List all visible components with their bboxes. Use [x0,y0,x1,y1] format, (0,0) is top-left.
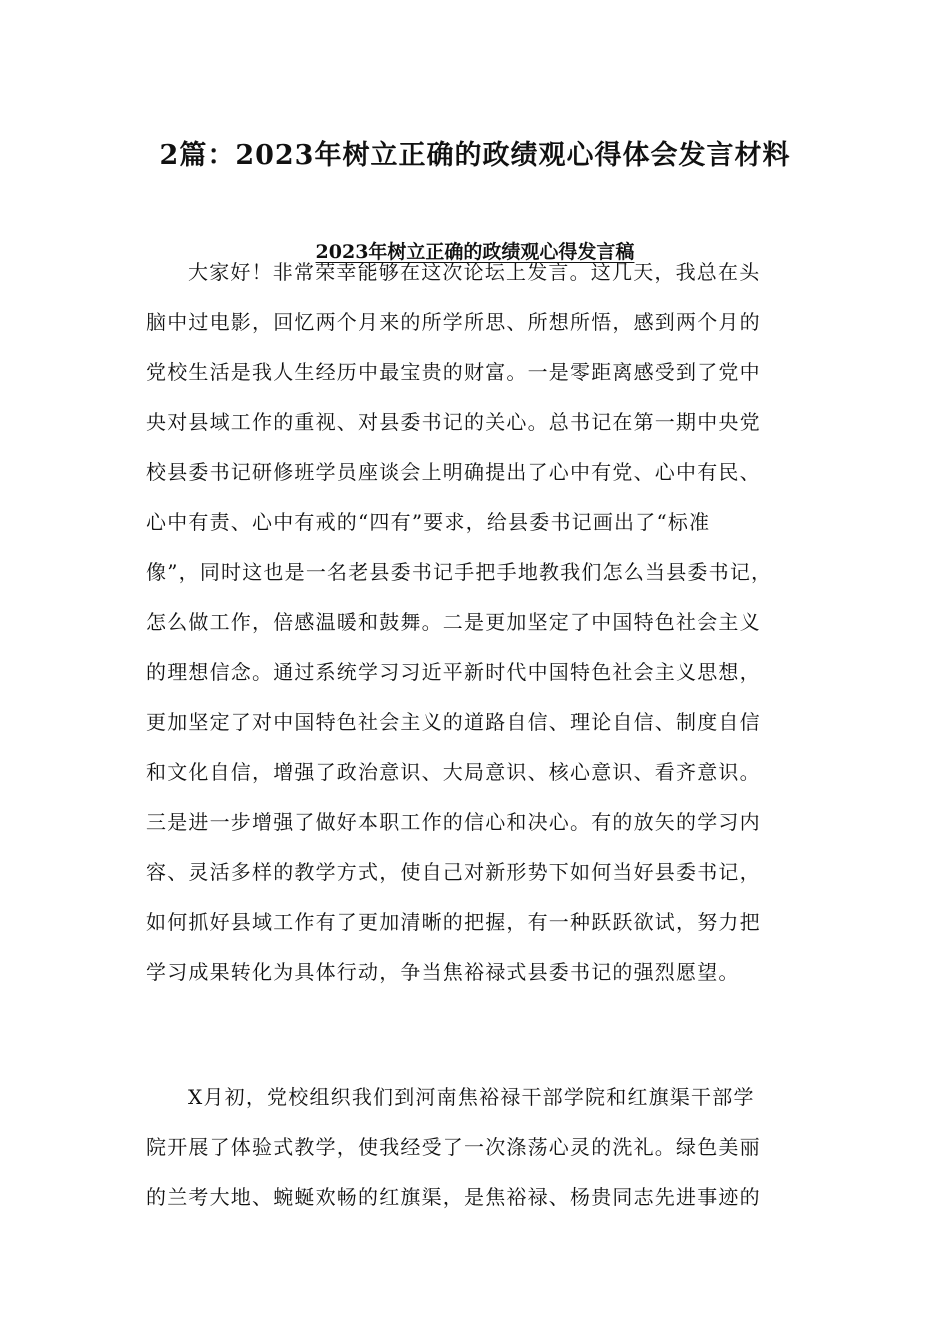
paragraph-line: 更加坚定了对中国特色社会主义的道路自信、理论自信、制度自信 [146,710,761,734]
paragraph-line: 如何抓好县域工作有了更加清晰的把握，有一种跃跃欲试，努力把 [146,910,761,934]
paragraph-line: 三是进一步增强了做好本职工作的信心和决心。有的放矢的学习内 [146,810,761,834]
paragraph-line: 大家好！非常荣幸能够在这次论坛上发言。这几天，我总在头 [188,260,761,284]
paragraph-line: 和文化自信，增强了政治意识、大局意识、核心意识、看齐意识。 [146,760,761,784]
paragraph-line: 的理想信念。通过系统学习习近平新时代中国特色社会主义思想， [146,660,761,684]
paragraph-line: 党校生活是我人生经历中最宝贵的财富。一是零距离感受到了党中 [146,360,761,384]
section-title: 2023年树立正确的政绩观心得发言稿 [315,241,635,263]
paragraph-line: 像”，同时这也是一名老县委书记手把手地教我们怎么当县委书记， [146,560,773,584]
paragraph-line: 院开展了体验式教学，使我经受了一次涤荡心灵的洗礼。绿色美丽 [146,1135,761,1159]
paragraph-line: 脑中过电影，回忆两个月来的所学所思、所想所悟，感到两个月的 [146,310,761,334]
paragraph-line: 学习成果转化为具体行动，争当焦裕禄式县委书记的强烈愿望。 [146,960,740,984]
document-title: 2篇：2023年树立正确的政绩观心得体会发言材料 [159,140,791,171]
paragraph-line: X月初，党校组织我们到河南焦裕禄干部学院和红旗渠干部学 [188,1085,755,1109]
paragraph-line: 的兰考大地、蜿蜒欢畅的红旗渠，是焦裕禄、杨贵同志先进事迹的 [146,1185,761,1209]
paragraph-line: 心中有责、心中有戒的“四有”要求，给县委书记画出了“标准 [146,510,711,534]
paragraph-1 [146,247,808,997]
paragraph-line: 央对县域工作的重视、对县委书记的关心。总书记在第一期中央党 [146,410,761,434]
paragraph-line: 校县委书记研修班学员座谈会上明确提出了心中有党、心中有民、 [146,460,761,484]
paragraph-line: 怎么做工作，倍感温暖和鼓舞。二是更加坚定了中国特色社会主义 [146,610,761,634]
paragraph-2 [146,1072,808,1222]
paragraph-line: 容、灵活多样的教学方式，使自己对新形势下如何当好县委书记， [146,860,761,884]
